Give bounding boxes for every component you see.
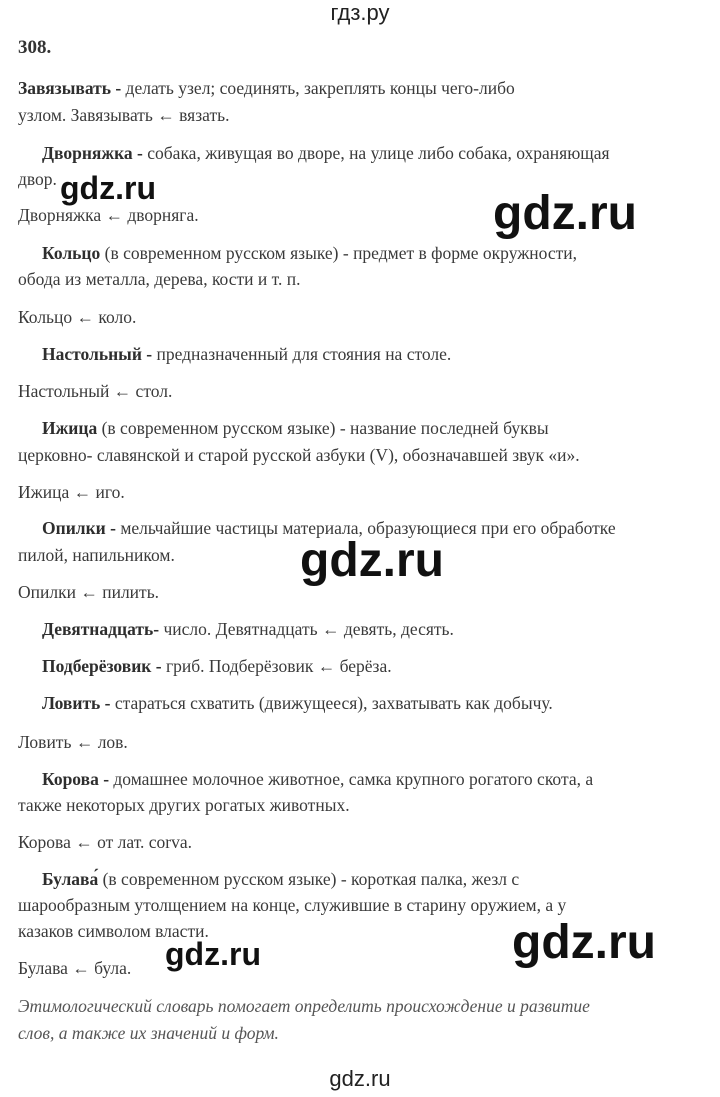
- entry-line: Булава́ (в современном русском языке) - короткая палка, жезл с: [42, 869, 520, 889]
- entry-word: Подберёзовик -: [42, 656, 162, 676]
- exercise-number: 308.: [18, 37, 52, 58]
- entry-word: Опилки -: [42, 518, 116, 538]
- entry-line: шарообразным утолщением на конце, служившие в старину оружием, а у: [18, 895, 567, 915]
- entry-word: Дворняжка -: [42, 143, 143, 163]
- entry-word: Ижица: [42, 418, 98, 438]
- entry-line: двор.: [18, 169, 57, 189]
- site-footer[interactable]: gdz.ru: [329, 1066, 391, 1091]
- entry-origin: Ловить ← лов.: [18, 732, 128, 752]
- entry-origin: Опилки ← пилить.: [18, 582, 160, 602]
- entry-line: Корова - домашнее молочное животное, самка крупного рогатого скота, а: [42, 769, 594, 789]
- entry-origin: Ижица ← иго.: [18, 482, 125, 502]
- entry-line: Настольный - предназначенный для стояния на столе.: [42, 344, 452, 364]
- entry-word: Завязывать -: [18, 78, 122, 98]
- entry-word: Девятнадцать-: [42, 619, 160, 639]
- site-header[interactable]: гдз.ру: [330, 0, 390, 25]
- entry-line: Ловить - стараться схватить (движущееся), захватывать как добычу.: [42, 693, 553, 713]
- entry-line: также некоторых других рогатых животных.: [18, 795, 350, 815]
- entry-origin: Булава ← була.: [18, 958, 132, 978]
- watermark: gdz.ru: [300, 534, 444, 587]
- entry-line: Ижица (в современном русском языке) - название последней буквы: [42, 418, 549, 438]
- entry-line: Кольцо (в современном русском языке) - предмет в форме окружности,: [42, 243, 578, 263]
- entry-origin: Настольный ← стол.: [18, 381, 173, 401]
- entry-line: церковно- славянской и старой русской азбуки (V), обозначавшей звук «и».: [18, 445, 580, 465]
- entry-line: пилой, напильником.: [18, 545, 175, 565]
- entry-word: Корова -: [42, 769, 110, 789]
- entry-origin: Кольцо ← коло.: [18, 307, 137, 327]
- watermark: gdz.ru: [60, 170, 156, 206]
- watermark: gdz.ru: [165, 936, 261, 972]
- entry-line: Завязывать - делать узел; соединять, закреплять концы чего-либо: [18, 78, 515, 98]
- entry-line: узлом. Завязывать ← вязать.: [18, 105, 230, 125]
- entry-origin: Корова ← от лат. corva.: [18, 832, 193, 852]
- entry-word: Кольцо: [42, 243, 101, 263]
- entry-line: казаков символом власти.: [18, 921, 209, 941]
- entry-line: Подберёзовик - гриб. Подберёзовик ← берёза.: [42, 656, 392, 676]
- entry-word: Настольный -: [42, 344, 153, 364]
- entry-line: Дворняжка - собака, живущая во дворе, на улице либо собака, охраняющая: [42, 143, 610, 163]
- entry-line: Опилки - мельчайшие частицы материала, образующиеся при его обработке: [42, 518, 616, 538]
- entry-line: обода из металла, дерева, кости и т. п.: [18, 269, 301, 289]
- entry-word: Ловить -: [42, 693, 111, 713]
- entry-line: Девятнадцать- число. Девятнадцать ← девять, десять.: [42, 619, 454, 639]
- conclusion-line: Этимологический словарь помогает определить происхождение и развитие: [18, 996, 590, 1016]
- conclusion-line: слов, а также их значений и форм.: [18, 1023, 279, 1043]
- watermark: gdz.ru: [493, 187, 637, 240]
- entry-origin: Дворняжка ← дворняга.: [18, 205, 199, 225]
- entry-word: Булава́: [42, 869, 99, 889]
- watermark: gdz.ru: [512, 916, 656, 969]
